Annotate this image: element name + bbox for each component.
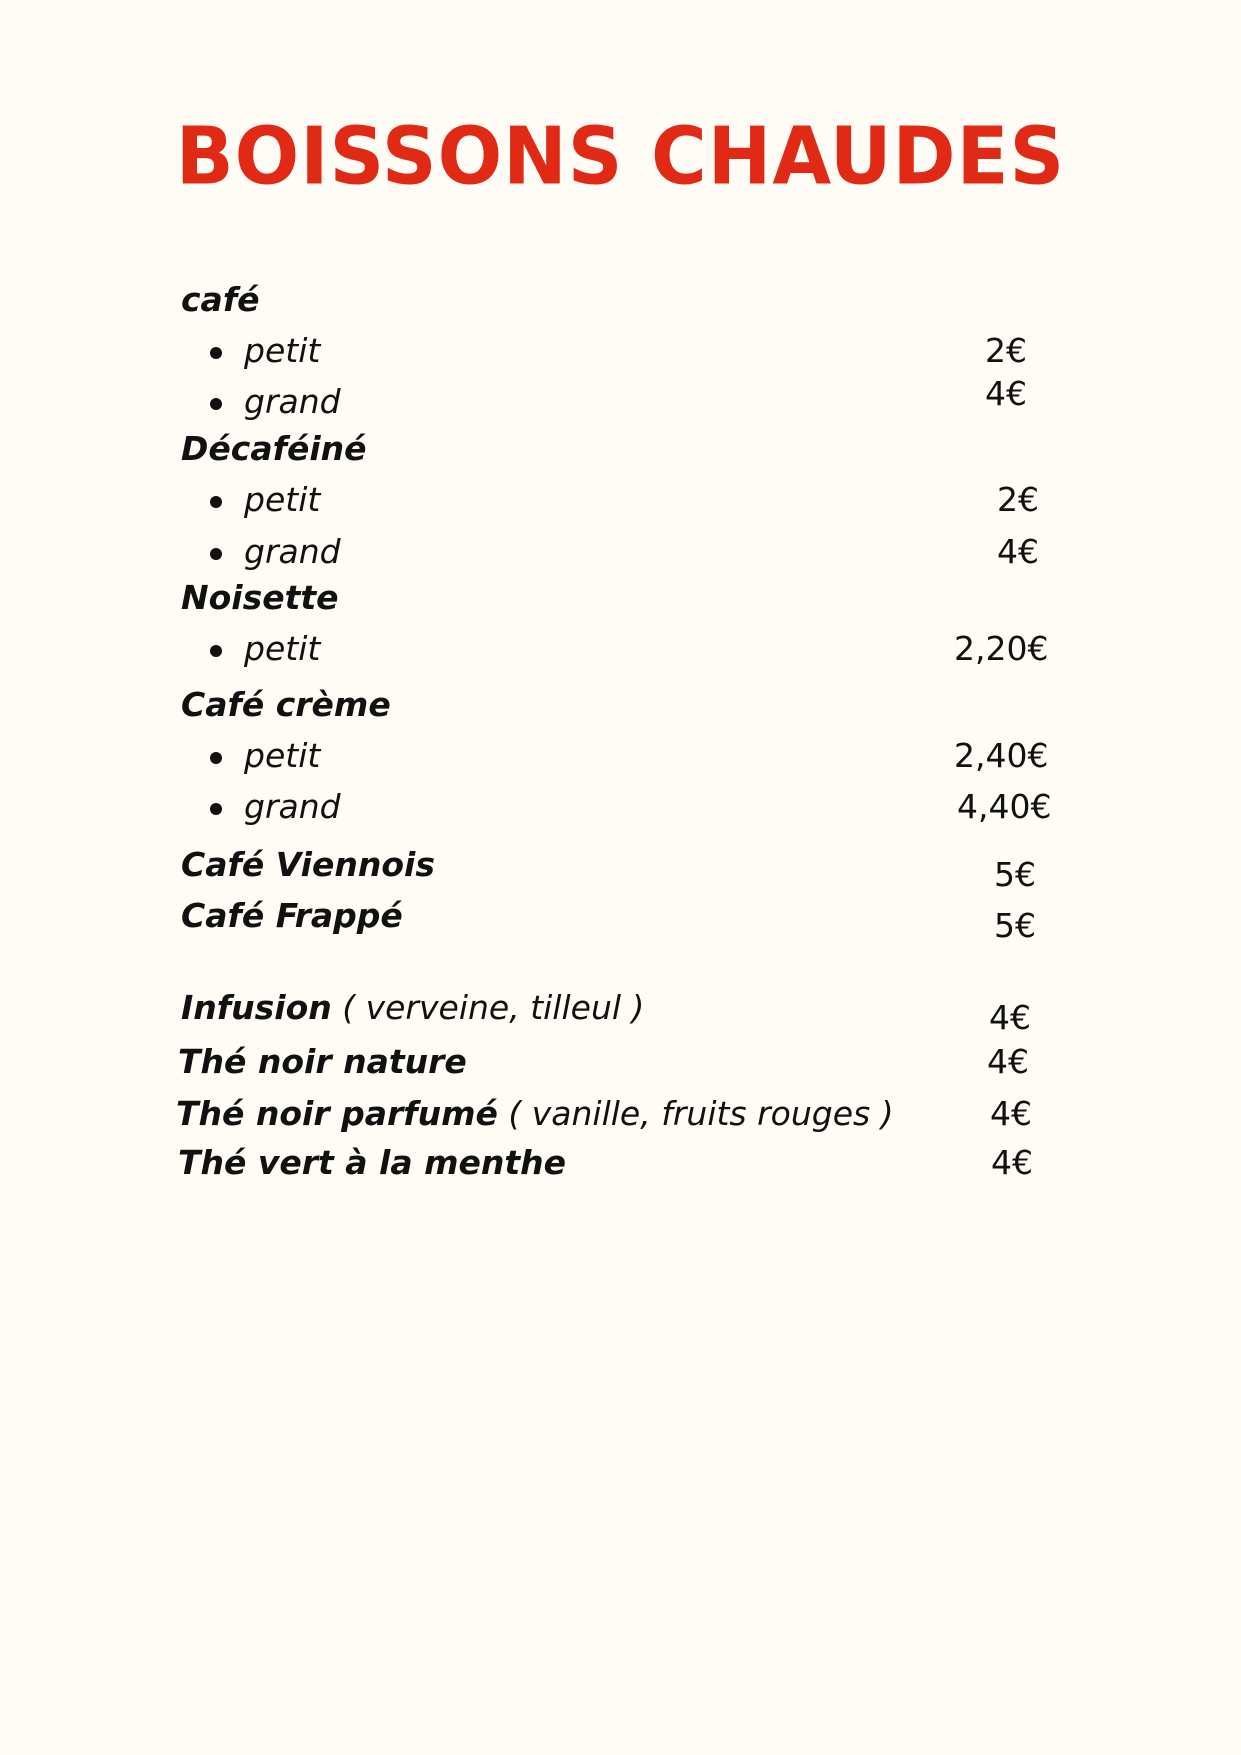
item-label: grand	[244, 532, 341, 571]
section-heading-noisette	[0, 578, 1241, 618]
menu-item	[0, 532, 1241, 572]
menu-item	[0, 787, 1241, 827]
menu-item	[0, 988, 1241, 1037]
menu-item	[0, 480, 1241, 520]
item-label: petit	[244, 331, 321, 370]
bullet-icon	[210, 803, 222, 815]
item-price: 4€	[997, 532, 1039, 571]
item-price: 5€	[994, 855, 1036, 894]
tea-name: Thé vert à la menthe	[178, 1143, 567, 1182]
section-heading-decafeine	[0, 429, 1241, 469]
bullet-icon	[210, 645, 222, 657]
item-price: 4,40€	[957, 787, 1052, 826]
menu-item	[0, 736, 1241, 776]
menu-item	[0, 374, 1241, 422]
item-price: 5€	[994, 906, 1036, 945]
category-name: café	[181, 280, 260, 319]
item-price: 4€	[985, 374, 1027, 413]
item-price: 2,20€	[954, 629, 1049, 668]
item-price: 4€	[990, 1094, 1032, 1133]
item-label: grand	[244, 787, 341, 826]
menu-item	[0, 331, 1241, 371]
menu-item	[0, 1143, 1241, 1183]
menu-item	[0, 845, 1241, 894]
bullet-icon	[210, 398, 222, 410]
item-price: 4€	[991, 1143, 1033, 1182]
category-name: Noisette	[181, 578, 339, 617]
category-name: Décaféiné	[181, 429, 367, 468]
section-heading-cafe	[0, 280, 1241, 320]
bullet-icon	[210, 548, 222, 560]
tea-name: Infusion	[181, 988, 332, 1027]
item-label: petit	[244, 736, 321, 775]
item-price: 2€	[997, 480, 1039, 519]
tea-note: ( verveine, tilleul )	[331, 988, 645, 1027]
item-label: petit	[244, 480, 321, 519]
tea-name: Thé noir parfumé	[176, 1094, 498, 1133]
item-name	[178, 1143, 566, 1183]
item-name	[176, 1094, 894, 1134]
item-price: 2,40€	[954, 736, 1049, 775]
item-name: Café Viennois	[181, 845, 435, 884]
item-price: 2€	[985, 331, 1027, 370]
section-heading-cafe-creme	[0, 685, 1241, 725]
item-name	[178, 1042, 467, 1082]
menu-item	[0, 1094, 1241, 1134]
item-label: grand	[244, 382, 341, 421]
category-name: Café crème	[181, 685, 391, 724]
menu-item	[0, 896, 1241, 945]
item-label: petit	[244, 629, 321, 668]
tea-name: Thé noir nature	[178, 1042, 467, 1081]
bullet-icon	[210, 347, 222, 359]
bullet-icon	[210, 752, 222, 764]
item-price: 4€	[989, 998, 1031, 1037]
page-title: BOISSONS CHAUDES	[175, 108, 1066, 203]
item-name	[181, 988, 644, 1028]
menu-item	[0, 1042, 1241, 1082]
item-name: Café Frappé	[181, 896, 403, 935]
tea-note: ( vanille, fruits rouges )	[497, 1094, 894, 1133]
menu-item	[0, 629, 1241, 669]
bullet-icon	[210, 496, 222, 508]
item-price: 4€	[987, 1042, 1029, 1081]
